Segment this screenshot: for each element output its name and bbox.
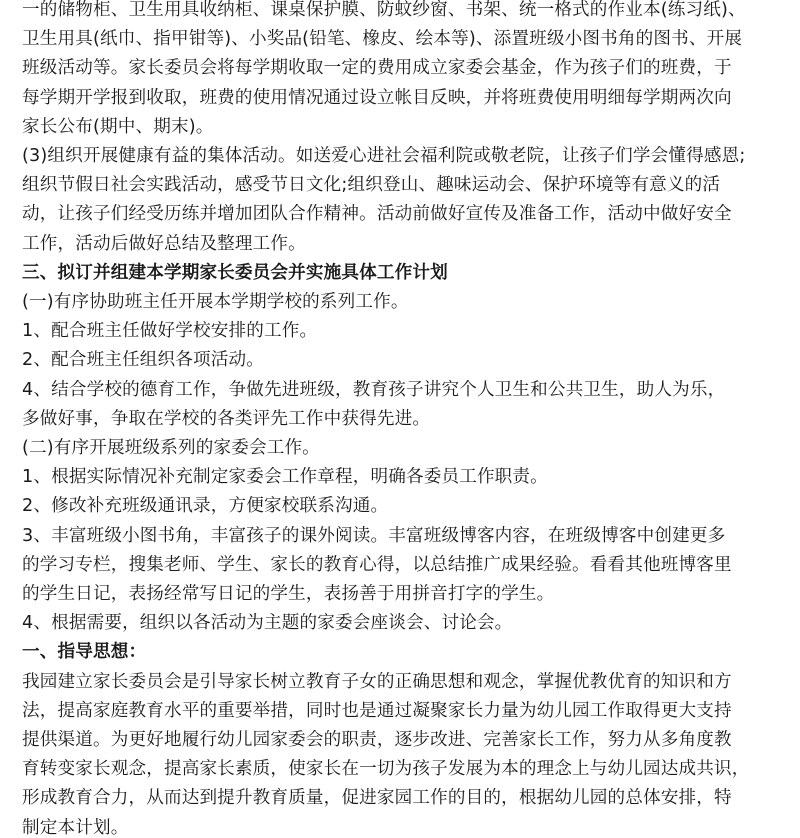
text-line: 卫生用具(纸巾、指甲钳等)、小奖品(铅笔、橡皮、绘本等)、添置班级小图书角的图书、开展 [22, 29, 743, 50]
text-line: 1、配合班主任做好学校安排的工作。 [22, 321, 318, 342]
text-line: (二)有序开展班级系列的家委会工作。 [22, 438, 320, 458]
text-line: 我园建立家长委员会是引导家长树立教育子女的正确思想和观念，掌握优教优育的知识和方 [22, 671, 732, 692]
text-line: 制定本计划。 [22, 817, 129, 838]
text-line: 动，让孩子们经受历练并增加团队合作精神。活动前做好宣传及准备工作，活动中做好安全 [22, 204, 732, 225]
text-line: 的学生日记，表扬经常写日记的学生，表扬善于用拼音打字的学生。 [22, 584, 555, 604]
text-line: 1、根据实际情况补充制定家委会工作章程，明确各委员工作职责。 [22, 467, 548, 488]
text-line: 2、配合班主任组织各项活动。 [22, 350, 265, 371]
text-line: 法，提高家庭教育水平的重要举措，同时也是通过凝聚家长力量为幼儿园工作取得更大支持 [22, 700, 732, 721]
text-line: 家长公布(期中、期末)。 [22, 116, 214, 137]
text-line: 工作，活动后做好总结及整理工作。 [22, 233, 306, 254]
text-line: 形成教育合力，从而达到提升教育质量，促进家园工作的目的，根据幼儿园的总体安排，特 [22, 788, 732, 809]
text-line: 一的储物柜、卫生用具收纳柜、课桌保护膜、防蚊纱窗、书架、统一格式的作业本(练习纸)、 [22, 0, 746, 20]
text-line: 多做好事，争取在学校的各类评先工作中获得先进。 [22, 408, 431, 429]
text-line: 每学期开学报到收取，班费的使用情况通过设立帐目反映，并将班费使用明细每学期两次向 [22, 87, 732, 108]
text-line: 4、结合学校的德育工作，争做先进班级，教育孩子讲究个人卫生和公共卫生，助人为乐， [22, 379, 726, 400]
text-line: 2、修改补充班级通讯录，方便家校联系沟通。 [22, 496, 389, 517]
text-line: 育转变家长观念，提高家长素质，使家长在一切为孩子发展为本的理念上与幼儿园达成共识， [22, 759, 750, 780]
text-line: 班级活动等。家长委员会将每学期收取一定的费用成立家委会基金，作为孩子们的班费，于 [22, 58, 732, 79]
section-heading: 三、拟订并组建本学期家长委员会并实施具体工作计划 [22, 262, 448, 283]
text-line: (一)有序协助班主任开展本学期学校的系列工作。 [22, 292, 409, 312]
text-line: 4、根据需要，组织以各活动为主题的家委会座谈会、讨论会。 [22, 613, 513, 634]
text-line: 组织节假日社会实践活动，感受节日文化;组织登山、趣味运动会、保护环境等有意义的活 [22, 175, 721, 196]
text-line: (3)组织开展健康有益的集体活动。如送爱心进社会福利院或敬老院，让孩子们学会懂得感恩; [22, 146, 746, 166]
text-line: 3、丰富班级小图书角，丰富孩子的课外阅读。丰富班级博客内容，在班级博客中创建更多 [22, 525, 726, 546]
text-line: 的学习专栏，搜集老师、学生、家长的教育心得，以总结推广成果经验。看看其他班博客里 [22, 554, 732, 575]
section-heading: 一、指导思想： [22, 642, 147, 663]
text-line: 提供渠道。为更好地履行幼儿园家委会的职责，逐步改进、完善家长工作，努力从多角度教 [22, 730, 732, 750]
